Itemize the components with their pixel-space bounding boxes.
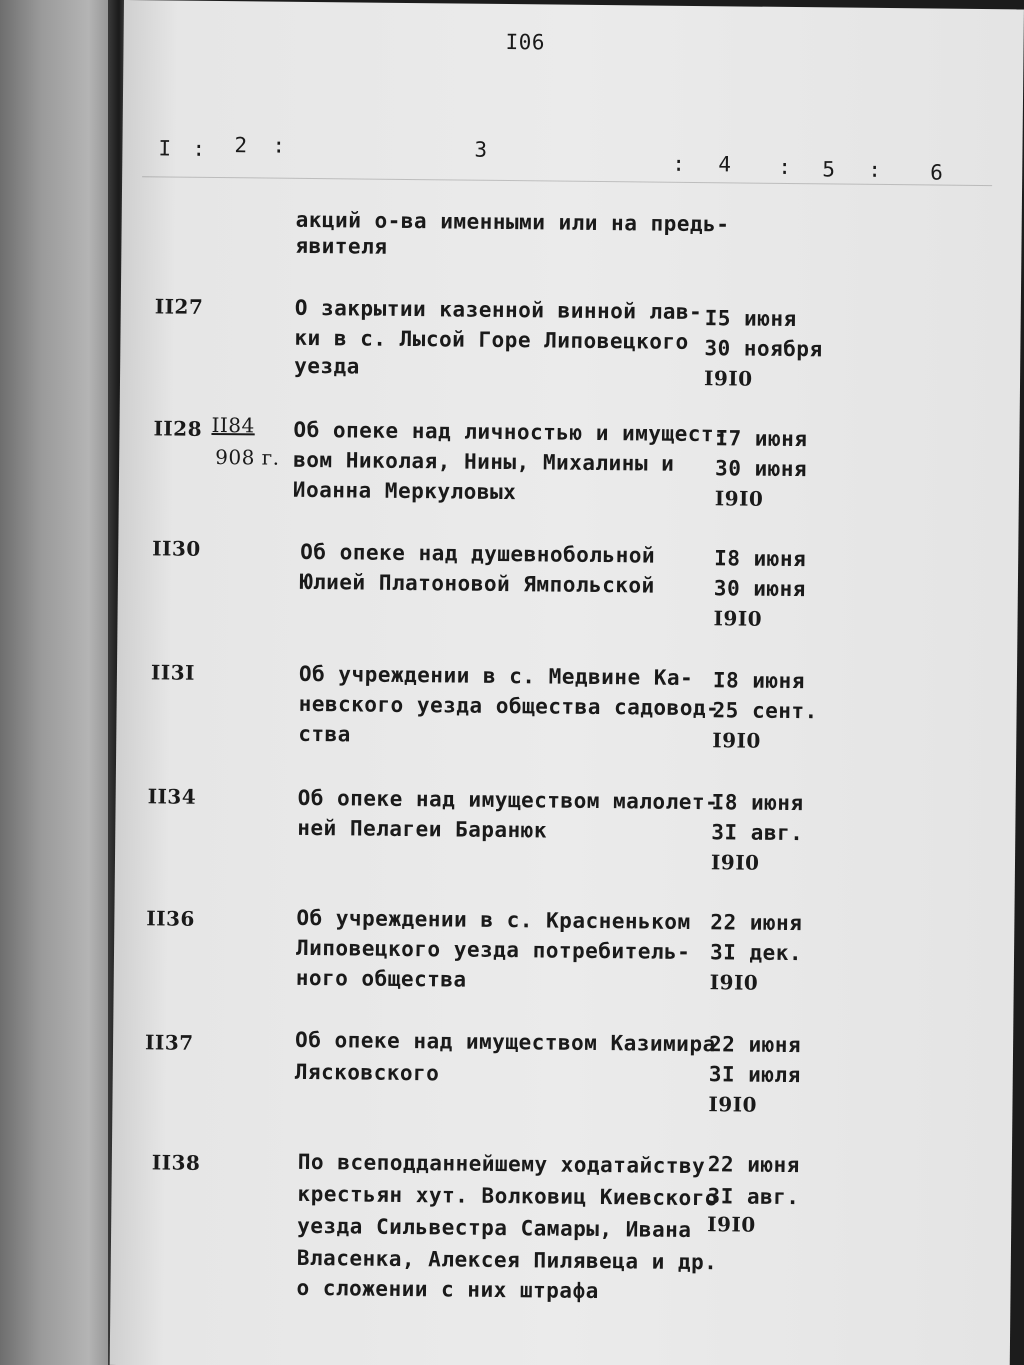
column-header-4: 4: [718, 152, 732, 177]
entry-2-line-2: вом Николая, Нины, Михалины и: [293, 447, 675, 476]
entry-3-line-2: Юлией Платоновой Ямпольской: [299, 569, 655, 598]
entry-7-date-start: 22 июня: [708, 1032, 802, 1058]
entry-8-line-3: уезда Сильвестра Самары, Ивана: [297, 1213, 692, 1243]
entry-0-line-1: акций о-ва именными или на предь-: [295, 207, 730, 237]
entry-8-number: II38: [151, 1150, 201, 1175]
entry-1-line-3: уезда: [294, 353, 361, 379]
entry-8-date-end: 3I авг.: [707, 1184, 800, 1210]
entry-5-line-2: ней Пелагеи Баранюк: [297, 815, 548, 843]
entry-2-date-start: I7 июня: [715, 426, 808, 452]
column-separator: :: [672, 151, 686, 176]
entry-8-line-5: о сложении с них штрафа: [296, 1275, 599, 1304]
entry-6-line-3: ного общества: [295, 965, 467, 992]
entry-7-year: I9I0: [708, 1092, 758, 1117]
column-separator: :: [778, 154, 792, 179]
entry-1-year: I9I0: [703, 366, 753, 391]
entry-8-year: I9I0: [707, 1212, 756, 1237]
entry-5-date-end: 3I авг.: [711, 820, 804, 846]
entry-5-date-start: I8 июня: [711, 790, 804, 816]
entry-3-date-end: 30 июня: [713, 576, 807, 602]
left-page-edge: [0, 0, 118, 1365]
document-page: [110, 0, 1024, 1365]
entry-8-line-4: Власенка, Алексея Пилявеца и др.: [296, 1245, 718, 1275]
page-number: I06: [505, 29, 546, 55]
entry-3-year: I9I0: [713, 606, 763, 631]
entry-6-line-2: Липовецкого уезда потребитель-: [295, 935, 691, 964]
entry-0-line-2: явителя: [295, 233, 388, 259]
entry-2-number: II28: [153, 416, 203, 441]
header-rule: [142, 176, 992, 186]
column-separator: :: [192, 136, 206, 161]
entry-5-number: II34: [147, 784, 197, 809]
entry-2-line-3: Иоанна Меркуловых: [292, 477, 517, 505]
entry-7-line-2: Лясковского: [294, 1059, 440, 1086]
entry-6-number: II36: [146, 906, 196, 931]
entry-6-year: I9I0: [709, 970, 759, 995]
entry-7-number: II37: [144, 1030, 194, 1055]
entry-8-line-1: По всеподданнейшему ходатайству: [297, 1149, 706, 1179]
entry-4-date-start: I8 июня: [712, 668, 806, 694]
column-header-2: 2: [234, 133, 248, 158]
entry-7-line-1: Об опеке над имуществом Казимира: [294, 1027, 716, 1057]
entry-1-date-start: I5 июня: [704, 306, 797, 332]
entry-4-line-2: невского уезда общества садовод-: [298, 691, 720, 721]
entry-7-date-end: 3I июля: [708, 1062, 801, 1088]
entry-4-year: I9I0: [712, 728, 761, 753]
entry-5-line-1: Об опеке над имуществом малолет-: [297, 785, 719, 815]
entry-1-line-2: ки в с. Лысой Горе Липовецкого: [294, 325, 689, 354]
entry-2-reference: II84: [211, 412, 255, 438]
entry-6-line-1: Об учреждении в с. Красненьком: [296, 905, 691, 934]
entry-4-date-end: 25 сент.: [712, 698, 818, 724]
entry-3-line-1: Об опеке над душевнобольной: [300, 539, 656, 568]
entry-8-date-start: 22 июня: [707, 1152, 800, 1178]
entry-2-year: I9I0: [714, 486, 764, 511]
entry-2-date-end: 30 июня: [715, 456, 808, 482]
column-separator: :: [868, 157, 882, 182]
column-header-1: I: [158, 136, 172, 161]
entry-1-line-1: О закрытии казенной винной лав-: [294, 295, 703, 325]
entry-5-year: I9I0: [710, 850, 760, 875]
entry-6-date-start: 22 июня: [710, 910, 803, 936]
entry-2-line-1: Об опеке над личностью и имущест-: [293, 417, 728, 447]
entry-3-number: II30: [152, 536, 201, 561]
column-header-6: 6: [930, 160, 944, 185]
column-header-5: 5: [822, 157, 836, 182]
entry-1-date-end: 30 ноября: [704, 336, 823, 362]
entry-6-date-end: 3I дек.: [709, 940, 803, 966]
entry-8-line-2: крестьян хут. Волковиц Киевского: [297, 1181, 719, 1211]
entry-3-date-start: I8 июня: [714, 546, 807, 572]
entry-4-line-1: Об учреждении в с. Медвине Ка-: [298, 661, 694, 690]
column-header-3: 3: [474, 137, 488, 162]
column-separator: :: [272, 133, 286, 158]
entry-1-number: II27: [154, 294, 204, 319]
entry-4-number: II3I: [150, 660, 196, 685]
entry-2-reference-year: 908 г.: [215, 444, 280, 470]
entry-4-line-3: ства: [298, 721, 352, 747]
